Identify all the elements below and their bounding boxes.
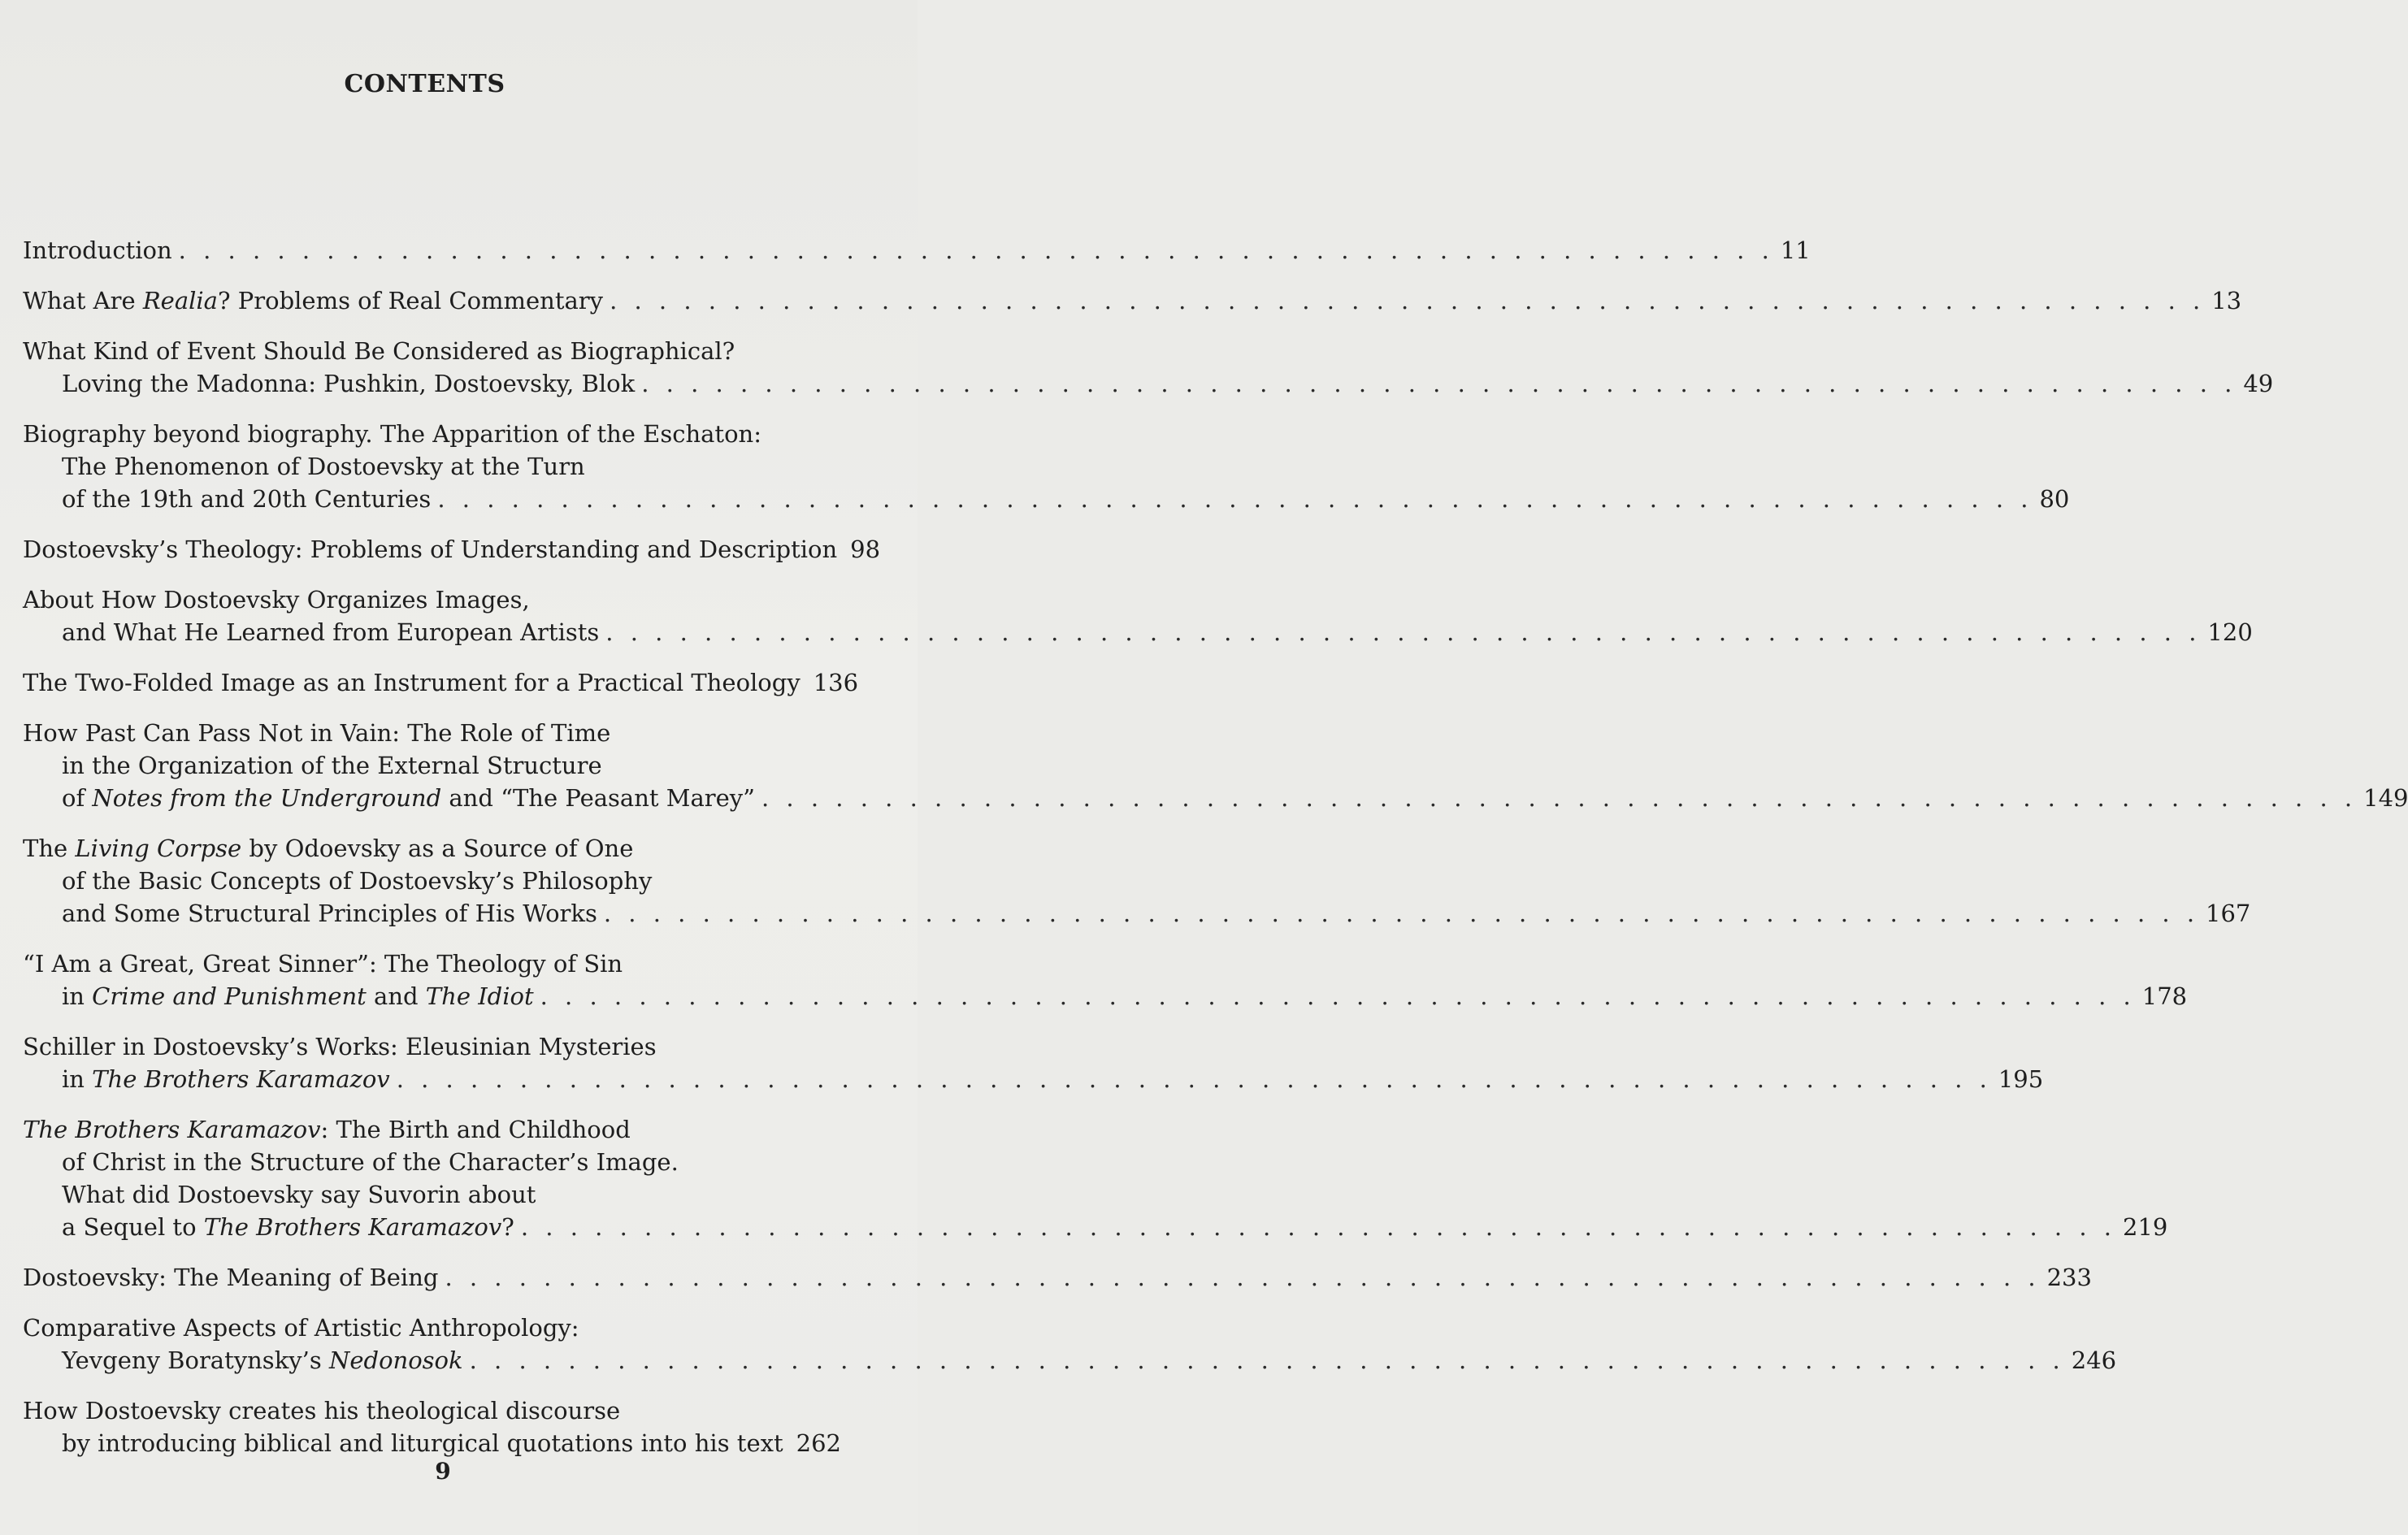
toc-entry xyxy=(23,284,2242,317)
toc-entry-line xyxy=(23,335,829,367)
title-text: How Dostoevsky creates his theological discourse xyxy=(23,1397,621,1424)
dot-leader: . . . . . . . . . . . . . . . . . . . . . . . . . . . . . . . . . . . . . . . . . . . . . . . . . . . . . . . . . . . . . . . . . xyxy=(445,1264,2041,1291)
dot-leader: . . . . . . . . . . . . . . . . . . . . . . . . . . . . . . . . . . . . . . . . . . . . . . . . . . . . . . . . . . . . . . . . . xyxy=(469,1346,2065,1374)
toc-entry-line xyxy=(23,1178,829,1211)
title-text: : The Birth and Childhood xyxy=(320,1116,631,1143)
italic-title: Nedonosok xyxy=(328,1346,463,1374)
toc-entry-title xyxy=(62,1344,463,1377)
title-text: and Some Structural Principles of His Works xyxy=(62,900,597,927)
toc-entry xyxy=(23,1394,841,1459)
toc-entry-line xyxy=(23,1211,2168,1243)
toc-entry-title xyxy=(62,897,597,930)
title-text: Schiller in Dostoevsky’s Works: Eleusinian Mysteries xyxy=(23,1033,657,1060)
toc-entry-title xyxy=(62,1063,390,1095)
toc-entry-title xyxy=(62,1148,679,1176)
toc-entry xyxy=(23,1030,2044,1095)
title-text: in the Organization of the External Structure xyxy=(62,752,602,779)
toc-entry xyxy=(23,335,2274,400)
toc-page-number: 167 xyxy=(2206,900,2251,927)
toc-entry-title xyxy=(62,483,431,515)
toc-entry-title xyxy=(62,453,585,480)
toc-entry-line xyxy=(23,616,2253,648)
toc-entry-line xyxy=(23,897,2251,930)
toc-entry xyxy=(23,1113,2168,1243)
toc-entry-title xyxy=(23,666,800,699)
table-of-contents xyxy=(23,234,2408,1477)
toc-entry-line xyxy=(23,1394,829,1427)
toc-page-number: 178 xyxy=(2141,982,2188,1010)
title-text: What Are xyxy=(23,287,143,314)
toc-page-number: 149 xyxy=(2363,784,2408,812)
italic-title: The Idiot xyxy=(425,982,534,1010)
toc-entry-title xyxy=(23,586,530,614)
toc-entry-line xyxy=(23,980,2188,1012)
page-heading: CONTENTS xyxy=(344,70,505,98)
dot-leader: . . . . . . . . . . . . . . . . . . . . . . . . . . . . . . . . . . . . . . . . . . . . . . . . . . . . . . . . . . . . . . . . . xyxy=(396,1065,1992,1093)
title-text: Loving the Madonna: Pushkin, Dostoevsky, Blok xyxy=(62,370,636,397)
italic-title: The Brothers Karamazov xyxy=(203,1213,502,1241)
toc-entry-line xyxy=(23,1344,2117,1377)
dot-leader: . . . . . . . . . . . . . . . . . . . . . . . . . . . . . . . . . . . . . . . . . . . . . . . . . . . . . . . . . . . . . . . . . xyxy=(520,1213,2116,1241)
toc-entry-title xyxy=(23,1397,620,1424)
dot-leader: . . . . . . . . . . . . . . . . . . . . . . . . . . . . . . . . . . . . . . . . . . . . . . . . . . . . . . . . . . . . . . . . . xyxy=(437,485,2033,513)
toc-entry-line xyxy=(23,583,829,616)
toc-page-number: 80 xyxy=(2039,485,2070,513)
toc-entry-line xyxy=(23,782,2408,814)
toc-entry-line xyxy=(23,947,829,980)
italic-title: The Brothers Karamazov xyxy=(92,1065,390,1093)
toc-entry-title xyxy=(23,234,172,267)
italic-title: Living Corpse xyxy=(75,835,242,862)
title-text: ? Problems of Real Commentary xyxy=(217,287,604,314)
toc-entry-line xyxy=(23,1030,829,1063)
title-text: and xyxy=(366,982,426,1010)
title-text: Dostoevsky: The Meaning of Being xyxy=(23,1264,439,1291)
title-text: The Two-Folded Image as an Instrument for a Practical Theology xyxy=(23,669,800,696)
title-text: Yevgeny Boratynsky’s xyxy=(62,1346,329,1374)
toc-page-number: 262 xyxy=(796,1429,841,1457)
toc-page-number: 120 xyxy=(2207,618,2253,646)
toc-entry-title xyxy=(23,950,623,978)
toc-entry-line xyxy=(23,483,2070,515)
title-text: of Christ in the Structure of the Character’s Image. xyxy=(62,1148,679,1176)
title-text: of xyxy=(62,784,93,812)
italic-title: Crime and Punishment xyxy=(92,982,367,1010)
toc-entry-line xyxy=(23,865,829,897)
toc-entry-line xyxy=(23,1063,2044,1095)
toc-entry-title xyxy=(62,1211,514,1243)
toc-page-number: 11 xyxy=(1780,236,1811,264)
toc-entry-title xyxy=(62,867,652,895)
page-number: 9 xyxy=(435,1458,451,1485)
toc-entry-line xyxy=(23,418,829,450)
toc-entry-title xyxy=(62,782,755,814)
title-text: The Phenomenon of Dostoevsky at the Turn xyxy=(62,453,585,480)
toc-entry-line xyxy=(23,450,829,483)
toc-entry-title xyxy=(23,284,603,317)
toc-page-number: 233 xyxy=(2046,1264,2092,1291)
toc-entry xyxy=(23,1312,2117,1377)
toc-entry-line xyxy=(23,1312,829,1344)
title-text: in xyxy=(62,1065,93,1093)
toc-entry-title xyxy=(23,337,735,365)
italic-title: The Brothers Karamazov xyxy=(23,1116,321,1143)
dot-leader: . . . . . . . . . . . . . . . . . . . . . . . . . . . . . . . . . . . . . . . . . . . . . . . . . . . . . . . . . . . . . . . . . xyxy=(603,900,2200,927)
toc-entry-title xyxy=(62,367,635,400)
toc-entry-line xyxy=(23,234,1811,267)
title-text: a Sequel to xyxy=(62,1213,204,1241)
title-text: of the 19th and 20th Centuries xyxy=(62,485,432,513)
title-text: Dostoevsky’s Theology: Problems of Understanding and Description xyxy=(23,536,838,563)
title-text: The xyxy=(23,835,76,862)
dot-leader: . . . . . . . . . . . . . . . . . . . . . . . . . . . . . . . . . . . . . . . . . . . . . . . . . . . . . . . . . . . . . . . . . xyxy=(610,287,2206,314)
dot-leader: . . . . . . . . . . . . . . . . . . . . . . . . . . . . . . . . . . . . . . . . . . . . . . . . . . . . . . . . . . . . . . . . . xyxy=(178,236,1774,264)
toc-entry xyxy=(23,583,2253,648)
dot-leader: . . . . . . . . . . . . . . . . . . . . . . . . . . . . . . . . . . . . . . . . . . . . . . . . . . . . . . . . . . . . . . . . . xyxy=(641,370,2237,397)
title-text: in xyxy=(62,982,93,1010)
title-text: Comparative Aspects of Artistic Anthropology: xyxy=(23,1314,579,1342)
toc-entry-title xyxy=(23,1116,631,1143)
title-text: of the Basic Concepts of Dostoevsky’s Philosophy xyxy=(62,867,653,895)
dot-leader: . . . . . . . . . . . . . . . . . . . . . . . . . . . . . . . . . . . . . . . . . . . . . . . . . . . . . . . . . . . . . . . . . xyxy=(540,982,2136,1010)
toc-entry-line xyxy=(23,1427,841,1459)
toc-entry-title xyxy=(62,1427,783,1459)
toc-entry xyxy=(23,234,1811,267)
dot-leader: . . . . . . . . . . . . . . . . . . . . . . . . . . . . . . . . . . . . . . . . . . . . . . . . . . . . . . . . . . . . . . . . . xyxy=(605,618,2202,646)
toc-entry-title xyxy=(23,1033,657,1060)
toc-entry-title xyxy=(23,1314,579,1342)
toc-entry-title xyxy=(62,616,599,648)
title-text: by introducing biblical and liturgical quotations into his text xyxy=(62,1429,783,1457)
title-text: and “The Peasant Marey” xyxy=(441,784,755,812)
title-text: What Kind of Event Should Be Considered as Biographical? xyxy=(23,337,735,365)
toc-entry-line xyxy=(23,533,881,566)
toc-entry xyxy=(23,832,2251,930)
toc-entry-line xyxy=(23,1261,2092,1294)
title-text: ? xyxy=(501,1213,514,1241)
toc-entry-title xyxy=(62,980,534,1012)
toc-entry xyxy=(23,533,881,566)
toc-entry xyxy=(23,717,2408,814)
toc-entry-line xyxy=(23,666,859,699)
title-text: “I Am a Great, Great Sinner”: The Theology of Sin xyxy=(23,950,623,978)
toc-entry-title xyxy=(23,719,610,747)
toc-page-number: 98 xyxy=(850,536,881,563)
italic-title: Realia xyxy=(142,287,218,314)
toc-entry-title xyxy=(23,1261,438,1294)
toc-entry-line xyxy=(23,1113,829,1146)
toc-page-number: 195 xyxy=(1998,1065,2044,1093)
toc-entry-line xyxy=(23,717,829,749)
toc-entry-title xyxy=(23,420,761,448)
toc-entry xyxy=(23,418,2070,515)
title-text: What did Dostoevsky say Suvorin about xyxy=(62,1181,536,1208)
toc-page-number: 136 xyxy=(813,669,859,696)
toc-entry-title xyxy=(23,533,837,566)
toc-page-number: 49 xyxy=(2243,370,2274,397)
toc-page-number: 13 xyxy=(2211,287,2242,314)
toc-page-number: 246 xyxy=(2071,1346,2117,1374)
toc-entry-line xyxy=(23,367,2274,400)
toc-entry-line xyxy=(23,284,2242,317)
title-text: Biography beyond biography. The Apparition of the Eschaton: xyxy=(23,420,761,448)
title-text: About How Dostoevsky Organizes Images, xyxy=(23,586,530,614)
toc-entry-title xyxy=(62,752,602,779)
title-text: by Odoevsky as a Source of One xyxy=(241,835,634,862)
toc-page-number: 219 xyxy=(2123,1213,2168,1241)
dot-leader: . . . . . . . . . . . . . . . . . . . . . . . . . . . . . . . . . . . . . . . . . . . . . . . . . . . . . . . . . . . . . . . . . xyxy=(761,784,2358,812)
italic-title: Notes from the Underground xyxy=(92,784,442,812)
toc-entry-line xyxy=(23,749,829,782)
title-text: Introduction xyxy=(23,236,172,264)
toc-entry xyxy=(23,666,859,699)
toc-entry-line xyxy=(23,832,829,865)
title-text: How Past Can Pass Not in Vain: The Role of Time xyxy=(23,719,611,747)
toc-entry-title xyxy=(62,1181,536,1208)
toc-entry-title xyxy=(23,835,633,862)
toc-entry xyxy=(23,947,2188,1012)
toc-entry-line xyxy=(23,1146,829,1178)
toc-entry xyxy=(23,1261,2092,1294)
title-text: and What He Learned from European Artists xyxy=(62,618,600,646)
